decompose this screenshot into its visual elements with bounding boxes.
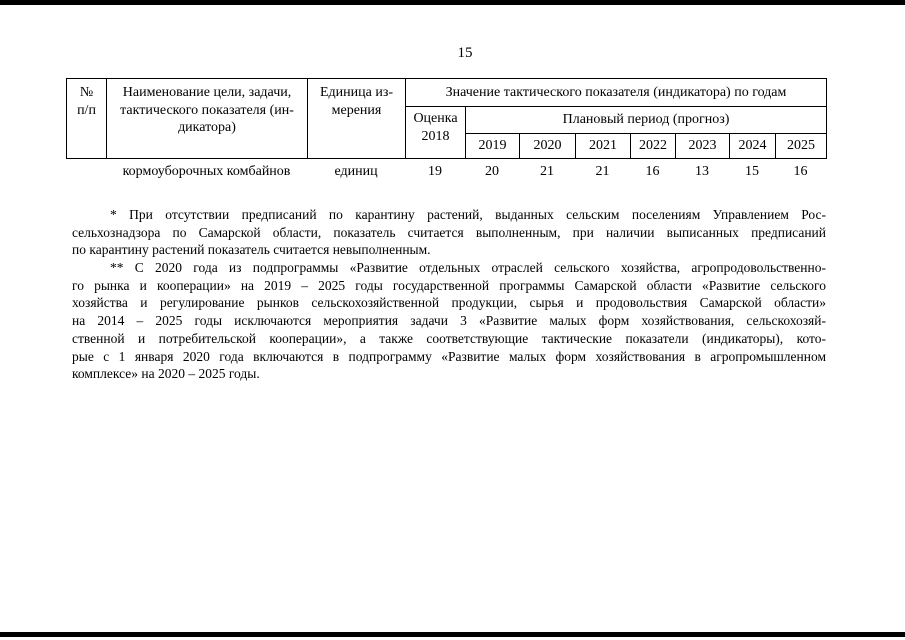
header-number-line: №	[79, 85, 94, 100]
footnote-line: ственной и потребительской кооперации», а также соответствующие тактические показатели (индикаторы), кото-	[72, 330, 826, 346]
row-value: 21	[595, 164, 610, 179]
header-values: Значение тактического показателя (индикатора) по годам	[405, 78, 827, 107]
header-unit-line: Единица из-	[319, 85, 394, 100]
header-name-line: дикатора)	[178, 120, 236, 135]
footnote-line: сельхознадзора по Самарской области, показатель считается выполненным, при наличии выписанных предписаний	[72, 224, 826, 240]
row-value: 16	[645, 164, 660, 179]
header-year: 2024	[729, 133, 776, 159]
footnote-line: го рынка и кооперации» на 2019 – 2025 годы государственной программы Самарской области «Развитие сельского	[72, 277, 826, 293]
footnotes	[72, 206, 826, 383]
row-estimate: 19	[428, 164, 442, 179]
header-plan-period: Плановый период (прогноз)	[465, 106, 827, 134]
footnote-line: * При отсутствии предписаний по карантину растений, выданных сельским поселениям Управлением Рос-	[110, 207, 826, 222]
row-value: 21	[540, 164, 554, 179]
bottom-border	[0, 632, 905, 637]
header-year: 2019	[465, 133, 520, 159]
header-estimate-line: Оценка	[413, 111, 458, 126]
header-year: 2025	[775, 133, 827, 159]
header-year: 2021	[575, 133, 631, 159]
header-estimate	[405, 106, 466, 159]
footnote-line: по карантину растений показатель считается невыполненным.	[72, 242, 431, 258]
row-value: 15	[745, 164, 759, 179]
footnote-line: ** С 2020 года из подпрограммы «Развитие отдельных отраслей сельского хозяйства, агропродовольственно-	[110, 260, 826, 276]
row-value: 16	[793, 164, 808, 179]
page-number: 15	[457, 45, 473, 61]
footnote-1	[72, 206, 826, 259]
footnote-line: комплексе» на 2020 – 2025 годы.	[72, 366, 260, 382]
header-number-line: п/п	[77, 102, 96, 118]
header-year: 2023	[675, 133, 730, 159]
row-value: 20	[485, 164, 499, 179]
row-name: кормоуборочных комбайнов	[122, 164, 291, 179]
header-unit	[307, 78, 406, 159]
header-name	[106, 78, 308, 159]
header-year: 2022	[630, 133, 676, 159]
row-value: 13	[695, 164, 709, 179]
footnote-2	[72, 259, 826, 383]
header-estimate-line: 2018	[421, 128, 450, 144]
header-unit-line: мерения	[331, 102, 382, 118]
footnote-line: на 2014 – 2025 годы исключаются мероприятия задачи 3 «Развитие малых форм хозяйствования, сельскохозяй-	[72, 313, 826, 329]
row-unit: единиц	[334, 164, 378, 179]
header-name-line: тактического показателя (ин-	[120, 102, 294, 118]
header-year: 2020	[519, 133, 576, 159]
footnote-line: рые с 1 января 2020 года включаются в подпрограмму «Развитие малых форм хозяйствования в агропромышленном	[72, 348, 826, 364]
footnote-line: хозяйства и регулирование рынков сельскохозяйственной продукции, сырья и продовольствия Самарской области»	[72, 295, 826, 311]
top-border	[0, 0, 905, 5]
header-number	[66, 78, 107, 159]
header-name-line: Наименование цели, задачи,	[122, 85, 292, 100]
